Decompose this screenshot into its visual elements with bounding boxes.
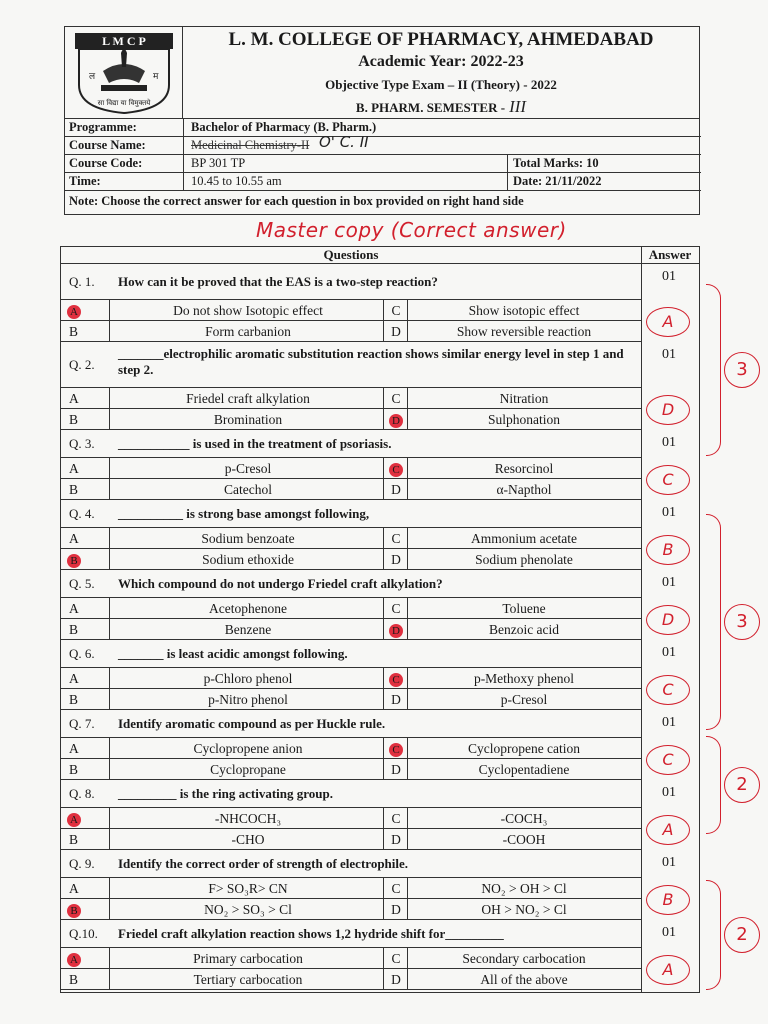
- total-marks: Total Marks: 10: [513, 156, 599, 170]
- answer-header: Answer: [641, 247, 699, 264]
- option-key: D: [391, 482, 401, 497]
- question-text: _________ is the ring activating group.: [118, 785, 333, 801]
- option-key: B: [69, 692, 79, 707]
- option-text: Cyclopropene cation: [467, 741, 581, 756]
- option-key: C: [391, 303, 401, 318]
- option-text: Benzene: [224, 622, 272, 637]
- option-key: A: [69, 881, 79, 896]
- question-number: Q. 2.: [69, 356, 95, 372]
- option-text: Cyclopentadiene: [478, 762, 570, 777]
- question-marks: 01: [662, 645, 676, 660]
- question-number: Q.10.: [69, 925, 98, 941]
- svg-text:सा विद्या या विमुक्तये: सा विद्या या विमुक्तये: [97, 99, 151, 107]
- option-text: Sodium ethoxide: [202, 552, 294, 567]
- question-number: Q. 8.: [69, 785, 95, 801]
- option-key: D: [391, 972, 401, 987]
- option-text: Bromination: [213, 412, 283, 427]
- exam-date: Date: 21/11/2022: [513, 174, 602, 188]
- semester: B. PHARM. SEMESTER - III: [355, 97, 527, 116]
- option-key: D: [391, 902, 401, 917]
- option-text: NO₂ > OH > Cl: [481, 881, 567, 896]
- option-text: Secondary carbocation: [462, 951, 586, 966]
- option-key: A: [69, 671, 79, 686]
- option-key: D: [391, 692, 401, 707]
- questions-header: Questions: [61, 247, 641, 264]
- option-text: Cyclopropene anion: [193, 741, 303, 756]
- option-row: [61, 668, 641, 689]
- option-text: Show reversible reaction: [456, 324, 592, 339]
- option-row: [61, 899, 641, 920]
- circled-answer: A: [646, 815, 690, 845]
- option-text: Ammonium acetate: [470, 531, 578, 546]
- option-row: [61, 409, 641, 430]
- option-key: B: [69, 482, 79, 497]
- option-key: C: [391, 881, 401, 896]
- correct-answer-mark: A: [67, 813, 81, 827]
- option-text: F> SO₃R> CN: [208, 881, 288, 896]
- academic-year: Academic Year: 2022-23: [358, 53, 524, 70]
- option-text: -CHO: [231, 832, 265, 847]
- option-key: B: [69, 762, 79, 777]
- correct-answer-mark: D: [389, 624, 403, 638]
- option-text: Tertiary carbocation: [193, 972, 303, 987]
- option-key: B: [69, 972, 79, 987]
- option-row: [61, 948, 641, 969]
- question-number: Q. 1.: [69, 273, 95, 289]
- question-number: Q. 3.: [69, 435, 95, 451]
- master-copy-annotation: Master copy (Correct answer): [256, 218, 567, 242]
- option-text: p-Methoxy phenol: [473, 671, 575, 686]
- option-key: B: [69, 832, 79, 847]
- programme-value: Bachelor of Pharmacy (B. Pharm.): [191, 120, 377, 134]
- correct-answer-mark: A: [67, 305, 81, 319]
- option-text: p-Nitro phenol: [208, 692, 288, 707]
- question-text: _______ is least acidic amongst following.: [118, 645, 348, 661]
- question-marks: 01: [662, 855, 676, 870]
- option-key: B: [69, 622, 79, 637]
- note-row: [65, 191, 701, 216]
- option-row: [61, 738, 641, 759]
- option-text: Resorcinol: [494, 461, 554, 476]
- question-row: [61, 342, 641, 388]
- question-text: _______electrophilic aromatic substitution reaction shows similar energy level in step 1 and step 2.: [118, 346, 624, 377]
- option-row: [61, 878, 641, 899]
- option-text: p-Cresol: [500, 692, 548, 707]
- section-score: 2: [724, 767, 760, 803]
- option-text: Friedel craft alkylation: [186, 391, 310, 406]
- option-row: [61, 300, 641, 321]
- option-row: [61, 969, 641, 990]
- option-row: [61, 321, 641, 342]
- option-key: A: [69, 531, 79, 546]
- option-row: [61, 759, 641, 780]
- svg-text:ल: ल: [89, 72, 96, 82]
- circled-answer: A: [646, 955, 690, 985]
- option-row: [61, 549, 641, 570]
- option-key: B: [69, 324, 79, 339]
- question-row: [61, 500, 641, 528]
- option-text: Nitration: [499, 391, 549, 406]
- question-marks: 01: [662, 575, 676, 590]
- option-text: -NHCOCH₃: [214, 811, 282, 826]
- instructions-note: Note: Choose the correct answer for each question in box provided on right hand side: [69, 194, 524, 208]
- course-name-struck: Medicinal Chemistry-II: [191, 138, 310, 152]
- logo-cell: [65, 27, 183, 119]
- college-logo: [73, 31, 175, 115]
- question-marks: 01: [662, 925, 676, 940]
- question-table: [60, 246, 700, 993]
- circled-answer: B: [646, 535, 690, 565]
- question-row: [61, 850, 641, 878]
- question-row: [61, 920, 641, 948]
- option-key: D: [391, 762, 401, 777]
- option-text: OH > NO₂ > Cl: [481, 902, 567, 917]
- question-number: Q. 9.: [69, 855, 95, 871]
- option-text: Cyclopropane: [210, 762, 286, 777]
- option-text: Primary carbocation: [193, 951, 303, 966]
- option-text: -COCH₃: [500, 811, 548, 826]
- svg-text:L M C P: L M C P: [102, 34, 146, 48]
- question-text: Identify the correct order of strength of electrophile.: [118, 855, 409, 871]
- option-row: [61, 458, 641, 479]
- option-row: [61, 388, 641, 409]
- option-key: B: [69, 412, 79, 427]
- college-name: L. M. COLLEGE OF PHARMACY, AHMEDABAD: [228, 29, 654, 50]
- option-text: -COOH: [502, 832, 546, 847]
- question-text: ___________ is used in the treatment of psoriasis.: [118, 435, 392, 451]
- circled-answer: C: [646, 745, 690, 775]
- section-score: 3: [724, 604, 760, 640]
- exam-title: Objective Type Exam – II (Theory) - 2022: [325, 77, 557, 92]
- option-key: A: [69, 461, 79, 476]
- question-number: Q. 7.: [69, 715, 95, 731]
- question-marks: 01: [662, 435, 676, 450]
- question-text: __________ is strong base amongst following,: [118, 505, 370, 521]
- time-value: 10.45 to 10.55 am: [191, 174, 282, 188]
- question-marks: 01: [662, 347, 676, 362]
- section-brace: [706, 880, 721, 990]
- section-brace: [706, 736, 721, 834]
- option-key: C: [391, 391, 401, 406]
- circled-answer: C: [646, 675, 690, 705]
- option-key: A: [69, 741, 79, 756]
- correct-answer-mark: A: [67, 953, 81, 967]
- option-text: Sodium benzoate: [201, 531, 295, 546]
- svg-text:म: म: [153, 72, 159, 82]
- question-row: [61, 780, 641, 808]
- question-row: [61, 430, 641, 458]
- option-key: C: [391, 601, 401, 616]
- question-row: [61, 264, 641, 300]
- question-row: [61, 710, 641, 738]
- option-text: Acetophenone: [209, 601, 287, 616]
- exam-header: [64, 26, 700, 215]
- question-number: Q. 6.: [69, 645, 95, 661]
- question-marks: 01: [662, 715, 676, 730]
- circled-answer: D: [646, 395, 690, 425]
- option-key: D: [391, 832, 401, 847]
- question-row: [61, 570, 641, 598]
- question-text: Identify aromatic compound as per Huckle rule.: [118, 715, 386, 731]
- option-text: Sulphonation: [487, 412, 560, 427]
- course-code-value: BP 301 TP: [191, 156, 246, 170]
- circled-answer: B: [646, 885, 690, 915]
- option-text: All of the above: [480, 972, 568, 987]
- question-text: Friedel craft alkylation reaction shows 1,2 hydride shift for_________: [118, 925, 504, 941]
- question-text: Which compound do not undergo Friedel craft alkylation?: [118, 575, 443, 591]
- option-text: Catechol: [224, 482, 272, 497]
- option-text: p-Cresol: [224, 461, 272, 476]
- option-text: α-Napthol: [496, 482, 552, 497]
- semester-handwritten: III: [509, 97, 527, 116]
- correct-answer-mark: C: [389, 463, 403, 477]
- correct-answer-mark: B: [67, 904, 81, 918]
- option-row: [61, 689, 641, 710]
- question-marks: 01: [662, 785, 676, 800]
- section-brace: [706, 514, 721, 730]
- option-text: Benzoic acid: [488, 622, 560, 637]
- programme-row: Programme: Bachelor of Pharmacy (B. Pharm.): [65, 119, 701, 137]
- option-text: Do not show Isotopic effect: [173, 303, 323, 318]
- option-text: Show isotopic effect: [468, 303, 580, 318]
- option-row: [61, 619, 641, 640]
- correct-answer-mark: C: [389, 743, 403, 757]
- time-row: Time: 10.45 to 10.55 am Date: 21/11/2022: [65, 173, 701, 191]
- option-row: [61, 528, 641, 549]
- option-text: p-Chloro phenol: [203, 671, 293, 686]
- correct-answer-mark: B: [67, 554, 81, 568]
- section-score: 3: [724, 352, 760, 388]
- option-text: Sodium phenolate: [475, 552, 573, 567]
- circled-answer: A: [646, 307, 690, 337]
- option-key: C: [391, 951, 401, 966]
- circled-answer: D: [646, 605, 690, 635]
- option-text: Toluene: [502, 601, 546, 616]
- option-text: NO₂ > SO₃ > Cl: [204, 902, 292, 917]
- title-block: [183, 27, 699, 119]
- question-marks: 01: [662, 505, 676, 520]
- option-key: C: [391, 811, 401, 826]
- option-key: D: [391, 552, 401, 567]
- correct-answer-mark: C: [389, 673, 403, 687]
- course-name-handwritten: O' C. II: [319, 133, 369, 151]
- question-text: How can it be proved that the EAS is a two-step reaction?: [118, 273, 438, 289]
- circled-answer: C: [646, 465, 690, 495]
- course-code-row: Course Code: BP 301 TP Total Marks: 10: [65, 155, 701, 173]
- question-number: Q. 5.: [69, 575, 95, 591]
- question-number: Q. 4.: [69, 505, 95, 521]
- option-row: [61, 829, 641, 850]
- section-brace: [706, 284, 721, 456]
- option-key: C: [391, 531, 401, 546]
- option-key: D: [391, 324, 401, 339]
- option-text: Form carbanion: [205, 324, 291, 339]
- option-row: [61, 598, 641, 619]
- option-key: A: [69, 391, 79, 406]
- correct-answer-mark: D: [389, 414, 403, 428]
- course-name-row: Course Name: Medicinal Chemistry-II O' C. II: [65, 137, 701, 155]
- option-row: [61, 479, 641, 500]
- option-row: [61, 808, 641, 829]
- question-row: [61, 640, 641, 668]
- question-marks: 01: [662, 269, 676, 284]
- option-key: A: [69, 601, 79, 616]
- section-score: 2: [724, 917, 760, 953]
